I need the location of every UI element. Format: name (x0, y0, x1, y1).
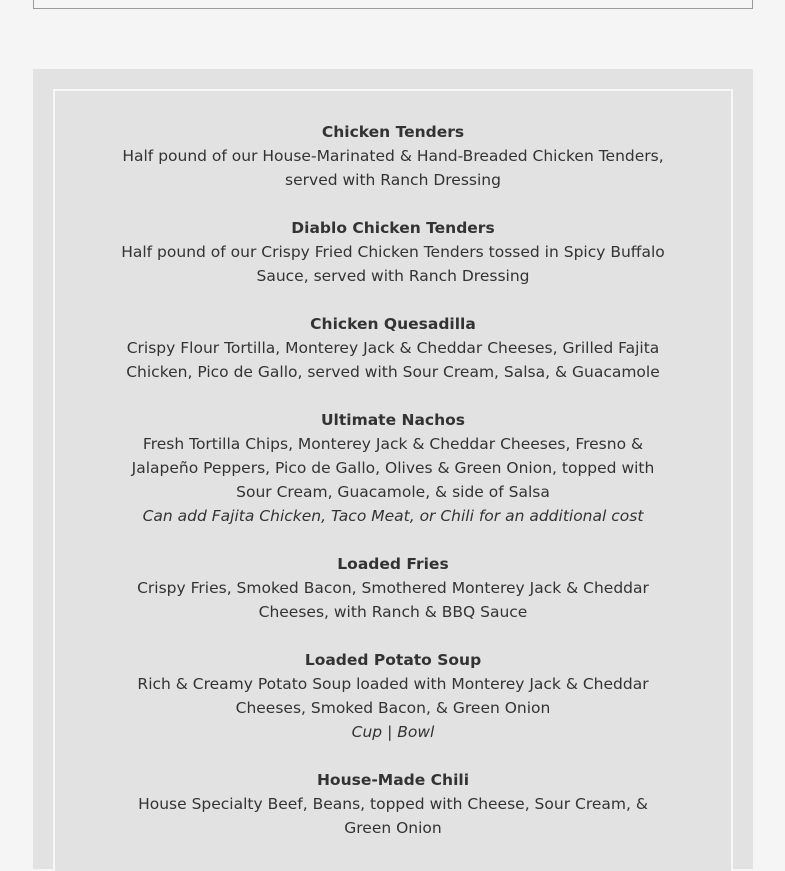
menu-item-description: Crispy Fries, Smoked Bacon, Smothered Monterey Jack & Cheddar Cheeses, with Ranch & BBQ Sauce (137, 579, 649, 621)
menu-item-name: Loaded Potato Soup (304, 651, 482, 669)
menu-item (113, 648, 673, 744)
menu-item-name: House-Made Chili (316, 771, 470, 789)
menu-item (113, 768, 673, 840)
menu-item (113, 216, 673, 288)
menu-item (113, 408, 673, 528)
menu-item-name: Chicken Tenders (321, 123, 465, 141)
menu-panel (33, 69, 753, 869)
menu-item-description: Half pound of our House-Marinated & Hand-Breaded Chicken Tenders, served with Ranch Dressing (122, 147, 664, 189)
top-content-box (33, 0, 753, 9)
menu-item-name: Ultimate Nachos (320, 411, 466, 429)
menu-item-note: Cup | Bowl (351, 723, 435, 741)
menu-item-name: Chicken Quesadilla (310, 315, 476, 333)
menu-item-name: Diablo Chicken Tenders (291, 219, 495, 237)
menu-item-note: Can add Fajita Chicken, Taco Meat, or Chili for an additional cost (142, 507, 644, 525)
menu-card (53, 89, 733, 871)
menu-list (55, 120, 731, 864)
menu-item-description: House Specialty Beef, Beans, topped with Cheese, Sour Cream, & Green Onion (138, 795, 648, 837)
menu-item (113, 312, 673, 384)
menu-item-description: Half pound of our Crispy Fried Chicken Tenders tossed in Spicy Buffalo Sauce, served with Ranch Dressing (121, 243, 665, 285)
menu-item (113, 552, 673, 624)
menu-item-description: Fresh Tortilla Chips, Monterey Jack & Cheddar Cheeses, Fresno & Jalapeño Peppers, Pico de Gallo, Olives & Green Onion, topped with Sour Cream, Guacamole, & side of Salsa (131, 435, 655, 501)
menu-item-description: Rich & Creamy Potato Soup loaded with Monterey Jack & Cheddar Cheeses, Smoked Bacon, & Green Onion (137, 675, 649, 717)
menu-item (113, 120, 673, 192)
menu-item-description: Crispy Flour Tortilla, Monterey Jack & Cheddar Cheeses, Grilled Fajita Chicken, Pico de Gallo, served with Sour Cream, Salsa, & Guacamole (126, 339, 660, 381)
menu-item-name: Loaded Fries (337, 555, 449, 573)
